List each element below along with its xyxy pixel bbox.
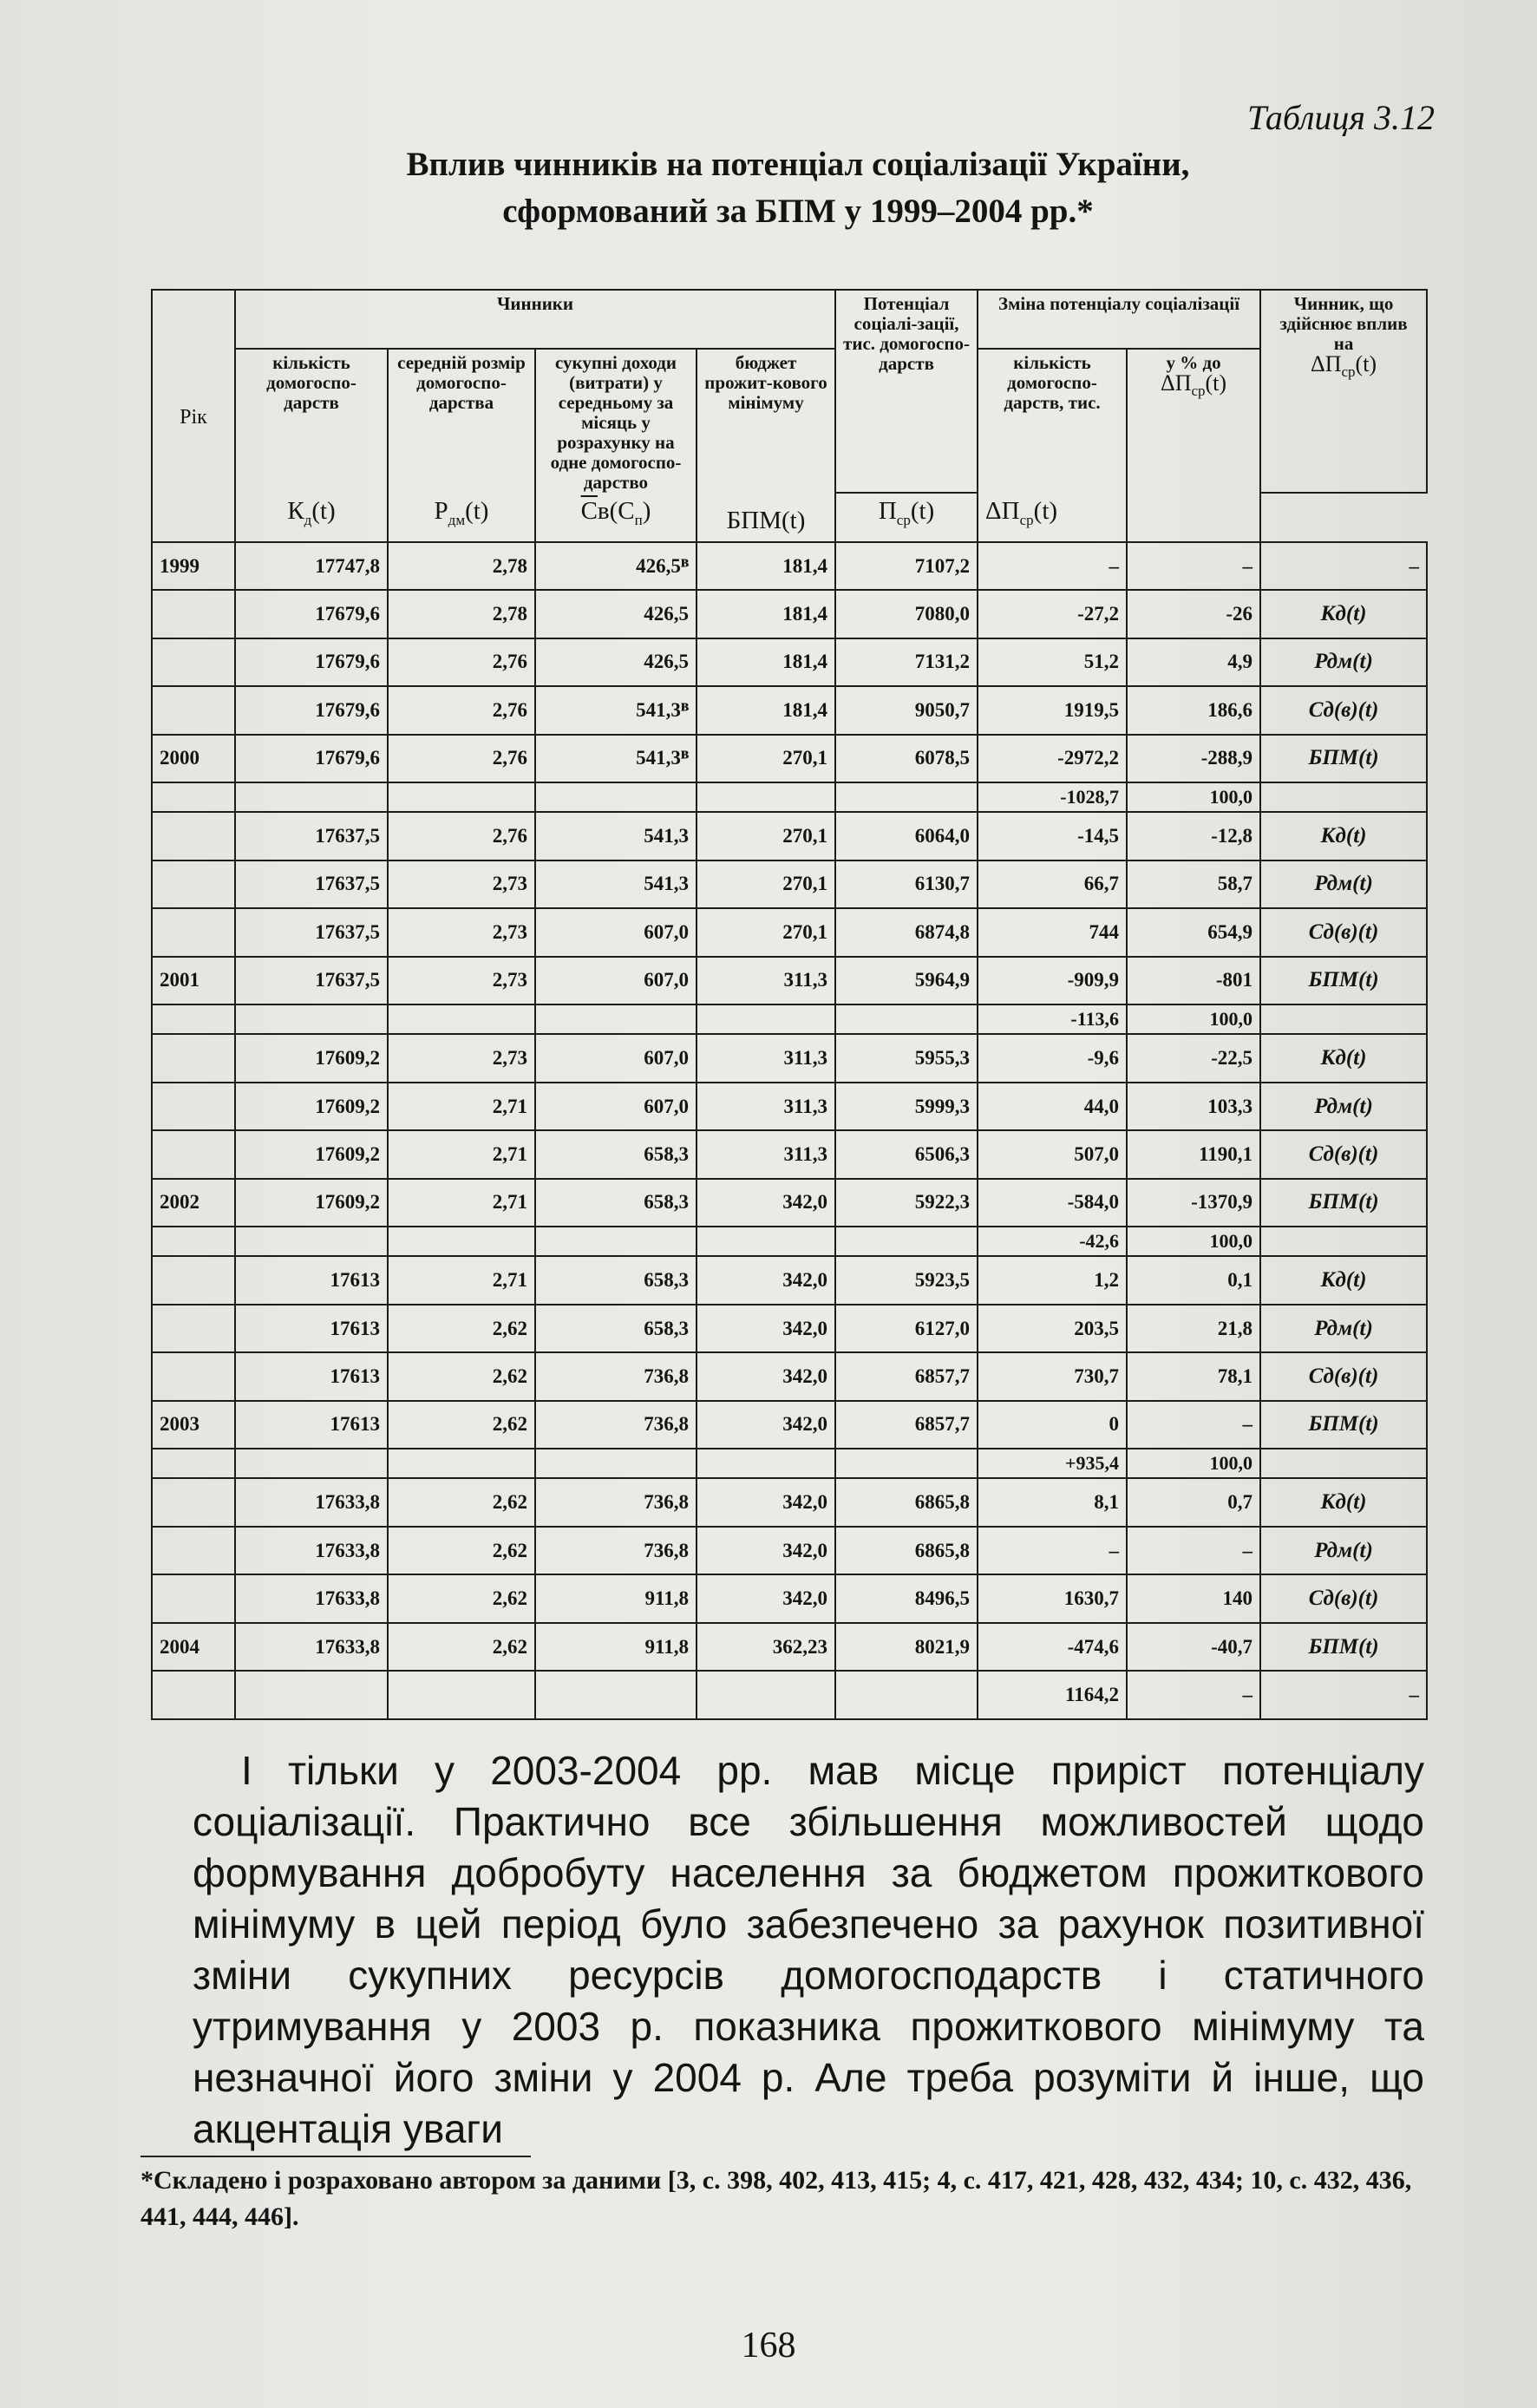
cell-year: 2001 — [152, 957, 235, 1004]
cell-bpm — [697, 1449, 835, 1478]
cell-factor: Кд(t) — [1260, 590, 1427, 638]
cell-year — [152, 860, 235, 908]
cell-k — [235, 782, 388, 812]
cell-dpct: – — [1127, 542, 1260, 590]
cell-dpct: -12,8 — [1127, 812, 1260, 860]
header-potential: Потенціал соціалі-зації, тис. домогоспо-дарств — [835, 290, 978, 493]
cell-k — [235, 1227, 388, 1256]
cell-dpct: -288,9 — [1127, 735, 1260, 782]
cell-bpm: 342,0 — [697, 1256, 835, 1304]
cell-dpct: – — [1127, 1401, 1260, 1449]
cell-bpm: 181,4 — [697, 590, 835, 638]
cell-bpm: 342,0 — [697, 1305, 835, 1352]
cell-factor: Рдм(t) — [1260, 638, 1427, 686]
cell-year — [152, 1478, 235, 1526]
cell-pi: 9050,7 — [835, 686, 978, 734]
cell-p: 2,76 — [388, 686, 535, 734]
cell-k: 17609,2 — [235, 1034, 388, 1082]
cell-dk: -1028,7 — [978, 782, 1127, 812]
cell-c: 607,0 — [535, 1083, 697, 1130]
cell-pi — [835, 1671, 978, 1719]
cell-factor: БПМ(t) — [1260, 735, 1427, 782]
cell-p: 2,62 — [388, 1623, 535, 1671]
table-row — [152, 1130, 1427, 1178]
cell-pi: 7107,2 — [835, 542, 978, 590]
cell-pi: 5955,3 — [835, 1034, 978, 1082]
cell-year — [152, 1004, 235, 1034]
cell-year: 2003 — [152, 1401, 235, 1449]
table-row — [152, 1401, 1427, 1449]
header-change-pct: у % до $\Delta П_{ср}(t)$ — [1127, 349, 1260, 493]
cell-year — [152, 1671, 235, 1719]
cell-factor: БПМ(t) — [1260, 1179, 1427, 1227]
table-row — [152, 1256, 1427, 1304]
table-row — [152, 782, 1427, 812]
table-title-line-2: сформований за БПМ у 1999–2004 рр.* — [502, 193, 1094, 230]
cell-year: 1999 — [152, 542, 235, 590]
cell-bpm: 311,3 — [697, 1083, 835, 1130]
table-row — [152, 1671, 1427, 1719]
cell-dk: 51,2 — [978, 638, 1127, 686]
cell-year — [152, 1527, 235, 1574]
cell-bpm: 311,3 — [697, 1034, 835, 1082]
header-household-size: середній розмір домогоспо-дарства — [388, 349, 535, 493]
cell-pi: 6857,7 — [835, 1401, 978, 1449]
cell-factor: БПМ(t) — [1260, 1623, 1427, 1671]
cell-year — [152, 1449, 235, 1478]
cell-dk: -9,6 — [978, 1034, 1127, 1082]
cell-k: 17633,8 — [235, 1574, 388, 1622]
table-row — [152, 1449, 1427, 1478]
cell-year — [152, 1227, 235, 1256]
cell-pi: 8496,5 — [835, 1574, 978, 1622]
cell-dk: 744 — [978, 908, 1127, 956]
cell-dpct: -40,7 — [1127, 1623, 1260, 1671]
cell-k: 17633,8 — [235, 1527, 388, 1574]
cell-dpct: 100,0 — [1127, 1004, 1260, 1034]
cell-bpm: 181,4 — [697, 542, 835, 590]
page-number: 168 — [741, 2326, 796, 2365]
cell-bpm: 270,1 — [697, 735, 835, 782]
cell-dk: -909,9 — [978, 957, 1127, 1004]
cell-bpm: 342,0 — [697, 1574, 835, 1622]
cell-p: 2,62 — [388, 1478, 535, 1526]
cell-k: 17637,5 — [235, 860, 388, 908]
cell-k: 17637,5 — [235, 908, 388, 956]
cell-dpct: – — [1127, 1671, 1260, 1719]
header-change-count: кількість домогоспо-дарств, тис. — [978, 349, 1127, 493]
cell-dpct: 78,1 — [1127, 1352, 1260, 1400]
symbol-pi: $П_{ср}(t)$ — [835, 493, 978, 542]
cell-dpct: -26 — [1127, 590, 1260, 638]
cell-year: 2000 — [152, 735, 235, 782]
cell-dpct: – — [1127, 1527, 1260, 1574]
cell-c: 426,5ᴮ — [535, 542, 697, 590]
header-factor-symbol: $\Delta П_{ср}(t)$ — [1310, 351, 1377, 381]
header-households: кількість домогоспо-дарств — [235, 349, 388, 493]
cell-year — [152, 1034, 235, 1082]
cell-pi: 6127,0 — [835, 1305, 978, 1352]
paragraph-text: І тільки у 2003-2004 рр. мав місце приріст потенціалу соціалізації. Практично все збільшення можливостей щодо формування добробуту населення за бюджетом прожиткового мінімуму в цей період було забезпечено за рахунок позитивної зміни сукупних ресурсів домогосподарств і статичного утримування у 2003 р. показника прожиткового мінімуму та незначної його зміни у 2004 р. Але треба розуміти й інше, що акцентація уваги — [193, 1748, 1424, 2151]
symbol-p: $Р_{дм}(t)$ — [388, 493, 535, 542]
cell-p: 2,62 — [388, 1305, 535, 1352]
table-row — [152, 1004, 1427, 1034]
cell-k: 17633,8 — [235, 1478, 388, 1526]
cell-factor — [1260, 1449, 1427, 1478]
cell-p — [388, 1004, 535, 1034]
cell-p: 2,71 — [388, 1256, 535, 1304]
cell-k: 17637,5 — [235, 957, 388, 1004]
header-factor-text: Чинник, що здійснює вплив на — [1279, 293, 1408, 354]
cell-year — [152, 686, 235, 734]
table-row — [152, 1227, 1427, 1256]
cell-bpm: 270,1 — [697, 908, 835, 956]
cell-p — [388, 782, 535, 812]
cell-year — [152, 782, 235, 812]
cell-c — [535, 1004, 697, 1034]
cell-year — [152, 908, 235, 956]
cell-dpct: 100,0 — [1127, 1227, 1260, 1256]
cell-dpct: 4,9 — [1127, 638, 1260, 686]
header-income: сукупні доходи (витрати) у середньому за місяць у розрахунку на одне домогоспо-дарство — [535, 349, 697, 493]
cell-dk: 1164,2 — [978, 1671, 1127, 1719]
cell-dpct: 186,6 — [1127, 686, 1260, 734]
cell-p: 2,78 — [388, 542, 535, 590]
cell-bpm — [697, 782, 835, 812]
cell-pi: 6865,8 — [835, 1478, 978, 1526]
cell-year — [152, 638, 235, 686]
cell-k — [235, 1449, 388, 1478]
table-row — [152, 1527, 1427, 1574]
table-row — [152, 908, 1427, 956]
cell-factor: – — [1260, 1671, 1427, 1719]
cell-dk: – — [978, 542, 1127, 590]
cell-bpm: 362,23 — [697, 1623, 835, 1671]
cell-bpm: 342,0 — [697, 1527, 835, 1574]
cell-pi: 7131,2 — [835, 638, 978, 686]
table-row — [152, 812, 1427, 860]
table-row — [152, 1478, 1427, 1526]
table-label: Таблиця 3.12 — [1247, 98, 1435, 137]
cell-factor: Рдм(t) — [1260, 1083, 1427, 1130]
cell-factor: Рдм(t) — [1260, 1527, 1427, 1574]
table-row — [152, 1179, 1427, 1227]
cell-c: 607,0 — [535, 957, 697, 1004]
cell-bpm: 311,3 — [697, 957, 835, 1004]
cell-bpm: 342,0 — [697, 1478, 835, 1526]
cell-bpm: 270,1 — [697, 860, 835, 908]
cell-pi — [835, 1449, 978, 1478]
cell-pi: 6064,0 — [835, 812, 978, 860]
header-change: Зміна потенціалу соціалізації — [978, 290, 1260, 349]
cell-p: 2,62 — [388, 1574, 535, 1622]
cell-c: 911,8 — [535, 1574, 697, 1622]
cell-p: 2,73 — [388, 957, 535, 1004]
cell-dk: 66,7 — [978, 860, 1127, 908]
cell-p: 2,62 — [388, 1401, 535, 1449]
cell-bpm — [697, 1004, 835, 1034]
cell-dk: 8,1 — [978, 1478, 1127, 1526]
cell-bpm: 342,0 — [697, 1179, 835, 1227]
symbol-empty — [1127, 493, 1260, 542]
cell-k: 17679,6 — [235, 686, 388, 734]
cell-year — [152, 1256, 235, 1304]
cell-dpct: -1370,9 — [1127, 1179, 1260, 1227]
symbol-k: $К_д(t)$ — [235, 493, 388, 542]
cell-factor: Рдм(t) — [1260, 1305, 1427, 1352]
cell-c: 911,8 — [535, 1623, 697, 1671]
cell-bpm: 342,0 — [697, 1401, 835, 1449]
cell-p: 2,73 — [388, 1034, 535, 1082]
cell-factor: Кд(t) — [1260, 812, 1427, 860]
cell-dk: -14,5 — [978, 812, 1127, 860]
cell-factor: Сд(в)(t) — [1260, 1130, 1427, 1178]
cell-factor — [1260, 782, 1427, 812]
cell-c: 658,3 — [535, 1130, 697, 1178]
cell-k: 17679,6 — [235, 735, 388, 782]
cell-dpct: 100,0 — [1127, 1449, 1260, 1478]
cell-k: 17613 — [235, 1401, 388, 1449]
cell-dk: 44,0 — [978, 1083, 1127, 1130]
cell-pi: 5964,9 — [835, 957, 978, 1004]
cell-dpct: 58,7 — [1127, 860, 1260, 908]
cell-year — [152, 1574, 235, 1622]
cell-k — [235, 1004, 388, 1034]
cell-c: 736,8 — [535, 1478, 697, 1526]
table-row — [152, 1352, 1427, 1400]
cell-c: 658,3 — [535, 1256, 697, 1304]
cell-p: 2,71 — [388, 1130, 535, 1178]
cell-dk: -113,6 — [978, 1004, 1127, 1034]
cell-pi: 6506,3 — [835, 1130, 978, 1178]
cell-dpct: 0,7 — [1127, 1478, 1260, 1526]
cell-k: 17679,6 — [235, 590, 388, 638]
cell-dk: 730,7 — [978, 1352, 1127, 1400]
cell-dk: -584,0 — [978, 1179, 1127, 1227]
cell-dk: 0 — [978, 1401, 1127, 1449]
table-row — [152, 1083, 1427, 1130]
cell-k: 17609,2 — [235, 1179, 388, 1227]
table-row — [152, 1305, 1427, 1352]
cell-c: 541,3 — [535, 860, 697, 908]
cell-dk: 1919,5 — [978, 686, 1127, 734]
cell-dpct: 1190,1 — [1127, 1130, 1260, 1178]
cell-c — [535, 1449, 697, 1478]
cell-year — [152, 812, 235, 860]
body-paragraph — [193, 1745, 1424, 2155]
cell-p: 2,76 — [388, 812, 535, 860]
cell-pi: 5999,3 — [835, 1083, 978, 1130]
cell-c: 658,3 — [535, 1305, 697, 1352]
cell-pi: 7080,0 — [835, 590, 978, 638]
symbol-dpi: $\Delta П_{ср}(t)$ — [978, 493, 1127, 542]
factors-table — [151, 289, 1428, 1720]
cell-dk: 507,0 — [978, 1130, 1127, 1178]
table-row — [152, 590, 1427, 638]
header-factor — [1260, 290, 1427, 493]
cell-dk: 203,5 — [978, 1305, 1127, 1352]
cell-factor — [1260, 1227, 1427, 1256]
cell-pi: 6865,8 — [835, 1527, 978, 1574]
cell-k: 17613 — [235, 1256, 388, 1304]
header-change-pct-symbol: $\Delta П_{ср}(t)$ — [1160, 370, 1227, 400]
cell-c: 607,0 — [535, 1034, 697, 1082]
cell-bpm: 311,3 — [697, 1130, 835, 1178]
cell-dk: – — [978, 1527, 1127, 1574]
cell-c: 736,8 — [535, 1527, 697, 1574]
cell-dk: 1,2 — [978, 1256, 1127, 1304]
cell-p: 2,78 — [388, 590, 535, 638]
cell-k: 17637,5 — [235, 812, 388, 860]
cell-factor: Кд(t) — [1260, 1034, 1427, 1082]
cell-bpm: 181,4 — [697, 686, 835, 734]
cell-factor: Сд(в)(t) — [1260, 686, 1427, 734]
cell-p: 2,71 — [388, 1083, 535, 1130]
cell-dpct: 21,8 — [1127, 1305, 1260, 1352]
cell-year — [152, 1130, 235, 1178]
symbol-c: $Св(С_п)$ — [535, 493, 697, 542]
symbol-bpm: БПМ(t) — [697, 493, 835, 542]
cell-year — [152, 1352, 235, 1400]
cell-pi: 6130,7 — [835, 860, 978, 908]
cell-bpm: 181,4 — [697, 638, 835, 686]
cell-factor: Кд(t) — [1260, 1256, 1427, 1304]
cell-pi — [835, 782, 978, 812]
cell-p: 2,76 — [388, 638, 535, 686]
cell-year: 2002 — [152, 1179, 235, 1227]
cell-c — [535, 782, 697, 812]
table-row — [152, 1034, 1427, 1082]
cell-pi: 8021,9 — [835, 1623, 978, 1671]
cell-c: 658,3 — [535, 1179, 697, 1227]
table-title-line-1: Вплив чинників на потенціал соціалізації України, — [406, 146, 1190, 183]
cell-p: 2,73 — [388, 860, 535, 908]
cell-factor: Сд(в)(t) — [1260, 1352, 1427, 1400]
cell-factor: Сд(в)(t) — [1260, 908, 1427, 956]
cell-dpct: 103,3 — [1127, 1083, 1260, 1130]
cell-pi — [835, 1004, 978, 1034]
cell-dpct: 100,0 — [1127, 782, 1260, 812]
cell-c — [535, 1671, 697, 1719]
cell-k: 17633,8 — [235, 1623, 388, 1671]
cell-p: 2,76 — [388, 735, 535, 782]
cell-pi: 5923,5 — [835, 1256, 978, 1304]
table-row — [152, 860, 1427, 908]
cell-year — [152, 1083, 235, 1130]
cell-p: 2,62 — [388, 1527, 535, 1574]
table-row — [152, 1574, 1427, 1622]
table-row — [152, 638, 1427, 686]
table-row — [152, 735, 1427, 782]
table-row — [152, 686, 1427, 734]
cell-p: 2,73 — [388, 908, 535, 956]
table-row — [152, 957, 1427, 1004]
header-year: Рік — [152, 290, 235, 542]
cell-dk: -474,6 — [978, 1623, 1127, 1671]
cell-k — [235, 1671, 388, 1719]
table-row — [152, 1623, 1427, 1671]
cell-factor — [1260, 1004, 1427, 1034]
cell-bpm — [697, 1671, 835, 1719]
cell-k: 17679,6 — [235, 638, 388, 686]
cell-p — [388, 1227, 535, 1256]
cell-factor: БПМ(t) — [1260, 957, 1427, 1004]
table-body — [152, 542, 1427, 1719]
cell-pi: 6078,5 — [835, 735, 978, 782]
cell-k: 17613 — [235, 1352, 388, 1400]
cell-factor: БПМ(t) — [1260, 1401, 1427, 1449]
cell-c: 607,0 — [535, 908, 697, 956]
footnote: *Складено і розраховано автором за даними [3, с. 398, 402, 413, 415; 4, с. 417, 421, 428, 432, 434; 10, с. 432, 436, 441, 444, 446]. — [141, 2166, 1412, 2231]
cell-c: 541,3ᴮ — [535, 735, 697, 782]
cell-dk: 1630,7 — [978, 1574, 1127, 1622]
cell-k: 17609,2 — [235, 1083, 388, 1130]
cell-dpct: -801 — [1127, 957, 1260, 1004]
cell-c: 426,5 — [535, 638, 697, 686]
cell-factor: Кд(t) — [1260, 1478, 1427, 1526]
cell-pi: 6857,7 — [835, 1352, 978, 1400]
cell-dpct: 0,1 — [1127, 1256, 1260, 1304]
cell-k: 17747,8 — [235, 542, 388, 590]
cell-year — [152, 590, 235, 638]
cell-year — [152, 1305, 235, 1352]
cell-dk: -42,6 — [978, 1227, 1127, 1256]
cell-p: 2,62 — [388, 1352, 535, 1400]
cell-p — [388, 1449, 535, 1478]
cell-c: 736,8 — [535, 1352, 697, 1400]
cell-factor: Рдм(t) — [1260, 860, 1427, 908]
cell-k: 17613 — [235, 1305, 388, 1352]
cell-pi — [835, 1227, 978, 1256]
cell-c: 426,5 — [535, 590, 697, 638]
cell-bpm: 270,1 — [697, 812, 835, 860]
cell-c: 541,3ᴮ — [535, 686, 697, 734]
header-bpm: бюджет прожит-кового мінімуму — [697, 349, 835, 493]
cell-p — [388, 1671, 535, 1719]
cell-p: 2,71 — [388, 1179, 535, 1227]
cell-dk: -2972,2 — [978, 735, 1127, 782]
table-row — [152, 542, 1427, 590]
footnote-rule — [141, 2156, 531, 2157]
cell-c — [535, 1227, 697, 1256]
cell-year: 2004 — [152, 1623, 235, 1671]
cell-pi: 6874,8 — [835, 908, 978, 956]
cell-dk: +935,4 — [978, 1449, 1127, 1478]
cell-c: 736,8 — [535, 1401, 697, 1449]
cell-dpct: 654,9 — [1127, 908, 1260, 956]
cell-dpct: 140 — [1127, 1574, 1260, 1622]
cell-bpm — [697, 1227, 835, 1256]
cell-dk: -27,2 — [978, 590, 1127, 638]
cell-c: 541,3 — [535, 812, 697, 860]
cell-pi: 5922,3 — [835, 1179, 978, 1227]
cell-k: 17609,2 — [235, 1130, 388, 1178]
cell-bpm: 342,0 — [697, 1352, 835, 1400]
cell-factor: Сд(в)(t) — [1260, 1574, 1427, 1622]
cell-factor: – — [1260, 542, 1427, 590]
cell-dpct: -22,5 — [1127, 1034, 1260, 1082]
table-title — [260, 141, 1336, 235]
header-factors: Чинники — [235, 290, 835, 349]
